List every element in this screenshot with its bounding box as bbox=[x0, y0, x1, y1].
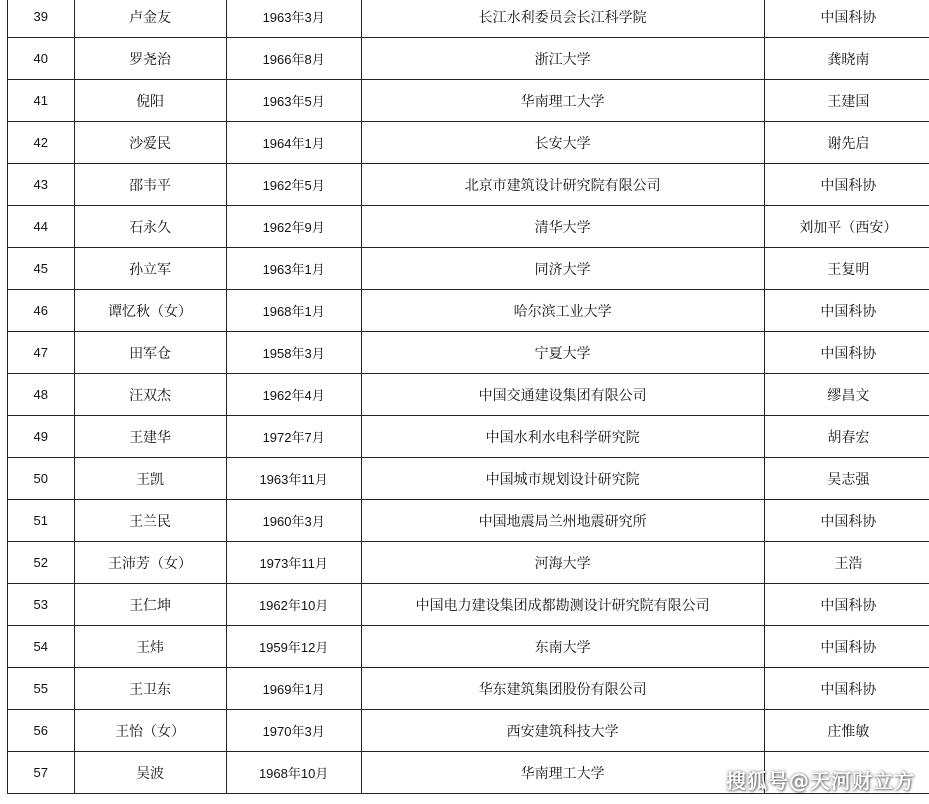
cell-birth-date: 1962年5月 bbox=[226, 164, 361, 206]
cell-name: 邵韦平 bbox=[74, 164, 226, 206]
cell-number: 56 bbox=[8, 710, 75, 752]
table-row bbox=[8, 164, 929, 206]
cell-recommender: 中国科协 bbox=[764, 332, 929, 374]
cell-recommender: 中国科协 bbox=[764, 584, 929, 626]
cell-name: 卢金友 bbox=[74, 0, 226, 38]
cell-name: 王建华 bbox=[74, 416, 226, 458]
cell-number: 51 bbox=[8, 500, 75, 542]
cell-name: 王卫东 bbox=[74, 668, 226, 710]
cell-birth-date: 1962年10月 bbox=[226, 584, 361, 626]
cell-birth-date: 1969年1月 bbox=[226, 668, 361, 710]
watermark-text: 搜狐号@天河财立方 bbox=[726, 769, 915, 793]
cell-name: 汪双杰 bbox=[74, 374, 226, 416]
cell-number: 57 bbox=[8, 752, 75, 794]
cell-birth-date: 1963年11月 bbox=[226, 458, 361, 500]
cell-birth-date: 1959年12月 bbox=[226, 626, 361, 668]
cell-number: 54 bbox=[8, 626, 75, 668]
cell-birth-date: 1972年7月 bbox=[226, 416, 361, 458]
cell-birth-date: 1963年1月 bbox=[226, 248, 361, 290]
cell-name: 王炜 bbox=[74, 626, 226, 668]
cell-organization: 华南理工大学 bbox=[361, 80, 764, 122]
cell-name: 倪阳 bbox=[74, 80, 226, 122]
cell-name: 孙立军 bbox=[74, 248, 226, 290]
cell-birth-date: 1960年3月 bbox=[226, 500, 361, 542]
cell-number: 41 bbox=[8, 80, 75, 122]
cell-birth-date: 1970年3月 bbox=[226, 710, 361, 752]
cell-recommender: 庄惟敏 bbox=[764, 710, 929, 752]
cell-recommender: 中国科协 bbox=[764, 0, 929, 38]
table-row bbox=[8, 0, 929, 38]
cell-name: 沙爱民 bbox=[74, 122, 226, 164]
cell-organization: 中国地震局兰州地震研究所 bbox=[361, 500, 764, 542]
table-row bbox=[8, 668, 929, 710]
cell-number: 39 bbox=[8, 0, 75, 38]
cell-recommender: 中国科协 bbox=[764, 626, 929, 668]
cell-name: 王沛芳（女） bbox=[74, 542, 226, 584]
cell-recommender: 吴志强 bbox=[764, 458, 929, 500]
cell-recommender: 王复明 bbox=[764, 248, 929, 290]
cell-birth-date: 1973年11月 bbox=[226, 542, 361, 584]
cell-birth-date: 1958年3月 bbox=[226, 332, 361, 374]
cell-number: 45 bbox=[8, 248, 75, 290]
cell-recommender: 缪昌文 bbox=[764, 374, 929, 416]
table-row bbox=[8, 542, 929, 584]
cell-organization: 华南理工大学 bbox=[361, 752, 764, 794]
cell-organization: 中国城市规划设计研究院 bbox=[361, 458, 764, 500]
candidate-table bbox=[7, 0, 929, 794]
cell-recommender: 中国科协 bbox=[764, 500, 929, 542]
cell-name: 王仁坤 bbox=[74, 584, 226, 626]
cell-name: 罗尧治 bbox=[74, 38, 226, 80]
cell-recommender: 王浩 bbox=[764, 542, 929, 584]
table-row bbox=[8, 248, 929, 290]
cell-recommender: 王建国 bbox=[764, 80, 929, 122]
cell-number: 46 bbox=[8, 290, 75, 332]
cell-birth-date: 1962年9月 bbox=[226, 206, 361, 248]
table-row bbox=[8, 710, 929, 752]
cell-organization: 清华大学 bbox=[361, 206, 764, 248]
table-row bbox=[8, 332, 929, 374]
cell-recommender: 中国科协 bbox=[764, 290, 929, 332]
cell-organization: 中国交通建设集团有限公司 bbox=[361, 374, 764, 416]
cell-birth-date: 1968年1月 bbox=[226, 290, 361, 332]
table-row bbox=[8, 416, 929, 458]
cell-organization: 东南大学 bbox=[361, 626, 764, 668]
cell-number: 40 bbox=[8, 38, 75, 80]
cell-organization: 长安大学 bbox=[361, 122, 764, 164]
cell-name: 吴波 bbox=[74, 752, 226, 794]
table-row bbox=[8, 458, 929, 500]
cell-number: 43 bbox=[8, 164, 75, 206]
table-row bbox=[8, 80, 929, 122]
table-row bbox=[8, 374, 929, 416]
cell-organization: 长江水利委员会长江科学院 bbox=[361, 0, 764, 38]
cell-birth-date: 1963年3月 bbox=[226, 0, 361, 38]
cell-organization: 北京市建筑设计研究院有限公司 bbox=[361, 164, 764, 206]
cell-number: 50 bbox=[8, 458, 75, 500]
cell-recommender: 中国科协 bbox=[764, 164, 929, 206]
cell-organization: 中国水利水电科学研究院 bbox=[361, 416, 764, 458]
cell-number: 48 bbox=[8, 374, 75, 416]
cell-number: 49 bbox=[8, 416, 75, 458]
cell-birth-date: 1963年5月 bbox=[226, 80, 361, 122]
cell-recommender: 谢先启 bbox=[764, 122, 929, 164]
cell-number: 52 bbox=[8, 542, 75, 584]
cell-organization: 河海大学 bbox=[361, 542, 764, 584]
cell-number: 55 bbox=[8, 668, 75, 710]
cell-birth-date: 1962年4月 bbox=[226, 374, 361, 416]
table-body bbox=[8, 0, 929, 794]
cell-number: 53 bbox=[8, 584, 75, 626]
cell-birth-date: 1966年8月 bbox=[226, 38, 361, 80]
table-row bbox=[8, 38, 929, 80]
cell-recommender: 刘加平（西安） bbox=[764, 206, 929, 248]
cell-organization: 浙江大学 bbox=[361, 38, 764, 80]
cell-name: 王凯 bbox=[74, 458, 226, 500]
cell-number: 47 bbox=[8, 332, 75, 374]
table-row bbox=[8, 584, 929, 626]
cell-name: 王兰民 bbox=[74, 500, 226, 542]
cell-birth-date: 1964年1月 bbox=[226, 122, 361, 164]
cell-organization: 中国电力建设集团成都勘测设计研究院有限公司 bbox=[361, 584, 764, 626]
cell-birth-date: 1968年10月 bbox=[226, 752, 361, 794]
cell-recommender: 龚晓南 bbox=[764, 38, 929, 80]
cell-recommender: 中国科协 bbox=[764, 668, 929, 710]
cell-name: 田军仓 bbox=[74, 332, 226, 374]
cell-name: 王怡（女） bbox=[74, 710, 226, 752]
cell-organization: 西安建筑科技大学 bbox=[361, 710, 764, 752]
cell-number: 42 bbox=[8, 122, 75, 164]
cell-name: 谭忆秋（女） bbox=[74, 290, 226, 332]
table-row bbox=[8, 206, 929, 248]
cell-organization: 华东建筑集团股份有限公司 bbox=[361, 668, 764, 710]
table-row bbox=[8, 626, 929, 668]
cell-name: 石永久 bbox=[74, 206, 226, 248]
cell-organization: 宁夏大学 bbox=[361, 332, 764, 374]
cell-recommender: 胡春宏 bbox=[764, 416, 929, 458]
cell-number: 44 bbox=[8, 206, 75, 248]
cell-organization: 同济大学 bbox=[361, 248, 764, 290]
table-row bbox=[8, 122, 929, 164]
table-row bbox=[8, 290, 929, 332]
cell-organization: 哈尔滨工业大学 bbox=[361, 290, 764, 332]
table-row bbox=[8, 500, 929, 542]
